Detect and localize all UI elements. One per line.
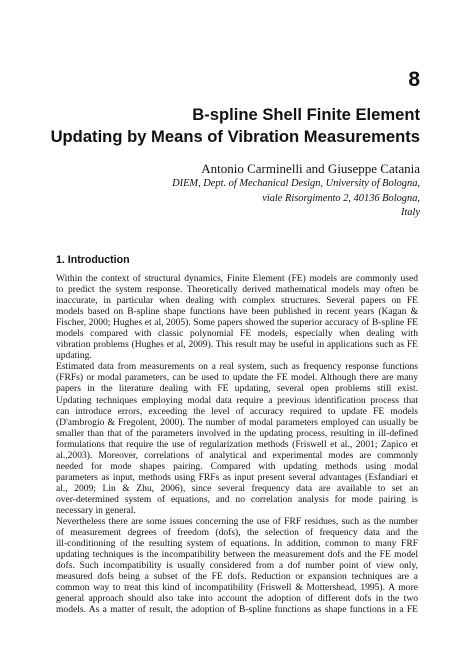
body-line: models based on B-spline shape functions have been published in recent years (Kagan &	[56, 306, 418, 318]
affiliation-line-3: Italy	[400, 207, 420, 218]
chapter-number: 8	[408, 68, 420, 91]
body-line: can introduce errors, exceeding the level of accuracy required to update FE models	[56, 405, 418, 417]
body-line: updating techniques is the incompatibility between the measurement dofs and the FE model	[56, 549, 418, 561]
chapter-title-line-1: B-spline Shell Finite Element	[192, 105, 420, 124]
body-line: vibration problems (Hughes et al, 2009). This result may be useful in applications such as FE	[56, 339, 418, 351]
body-line: parameters as input, methods using FRFs as input present several advantages (Esfandiari et	[56, 471, 418, 483]
body-line: dofs. Such incompatibility is usually considered from a dof number point of view only,	[56, 560, 418, 572]
chapter-title-line-2: Updating by Means of Vibration Measurements	[50, 127, 420, 146]
body-line: measured dofs being a subset of the FE dofs. Reduction or expansion techniques are a	[56, 571, 418, 583]
body-line: of measurement degrees of freedom (dofs), the selection of frequency data and the	[56, 527, 418, 539]
body-line: needed for mode shapes pairing. Compared with updating methods using modal	[56, 460, 418, 472]
body-line: ill-conditioning of the resulting system of equations. In addition, common to many FRF	[56, 538, 418, 550]
affiliation-line-2: viale Risorgimento 2, 40136 Bologna,	[262, 192, 420, 204]
body-line: models compared with classic polynomial FE models, especially when dealing with	[56, 328, 418, 340]
body-line: inaccurate, in particular when dealing with complex structures. Several papers on FE	[56, 295, 418, 307]
body-line: models. As a matter of result, the adoption of B-spline functions as shape functions in a FE	[56, 604, 418, 616]
body-line: general approach should also take into account the adoption of different dofs in the two	[56, 593, 418, 605]
body-line: al.,2003). Moreover, correlations of analytical and experimental modes are commonly	[56, 449, 418, 461]
body-line: (D'ambrogio & Fregolent, 2000). The number of modal parameters employed can usually be	[56, 416, 418, 428]
body-line: over-determined system of equations, and no correlation analysis for mode pairing is	[56, 493, 418, 505]
author-block	[40, 160, 420, 221]
body-line: updating.	[56, 350, 92, 362]
body-line: Updating techniques employing modal data require a previous identification process that	[56, 394, 418, 406]
body-line: necessary in general.	[56, 504, 136, 516]
body-line: Fischer, 2000; Hughes et al, 2005). Some papers showed the superior accuracy of B-spline FE	[56, 317, 418, 329]
body-line: smaller than that of the parameters involved in the updating process, resulting in ill-defined	[56, 427, 418, 439]
body-line: (FRFs) or modal parameters, can be used to update the FE model. Although there are many	[56, 372, 418, 384]
body-line: al., 2009; Lin & Zhu, 2006), since several frequency data are available to set an	[56, 482, 418, 494]
body-line: to predict the system response. Theoretically derived mathematical models may often be	[56, 284, 418, 296]
affiliation-line-1: DIEM, Dept. of Mechanical Design, University of Bologna,	[172, 178, 420, 189]
body-line: Estimated data from measurements on a real system, such as frequency response functions	[56, 361, 418, 373]
chapter-title	[40, 104, 420, 148]
section-heading: 1. Introduction	[56, 254, 130, 266]
body-line: formulations that require the use of regularization methods (Friswell et al., 2001; Zapico et	[56, 438, 418, 450]
body-line: Within the context of structural dynamics, Finite Element (FE) models are commonly used	[56, 273, 418, 284]
body-line: Nevertheless there are some issues concerning the use of FRF residues, such as the number	[56, 516, 418, 528]
body-line: papers in the literature dealing with FE updating, several open problems still exist.	[56, 383, 418, 395]
section-body	[56, 273, 418, 615]
author-names: Antonio Carminelli and Giuseppe Catania	[201, 161, 420, 176]
body-line: common way to treat this kind of incompatibility (Friswell & Mottershead, 1995). A more	[56, 582, 418, 594]
